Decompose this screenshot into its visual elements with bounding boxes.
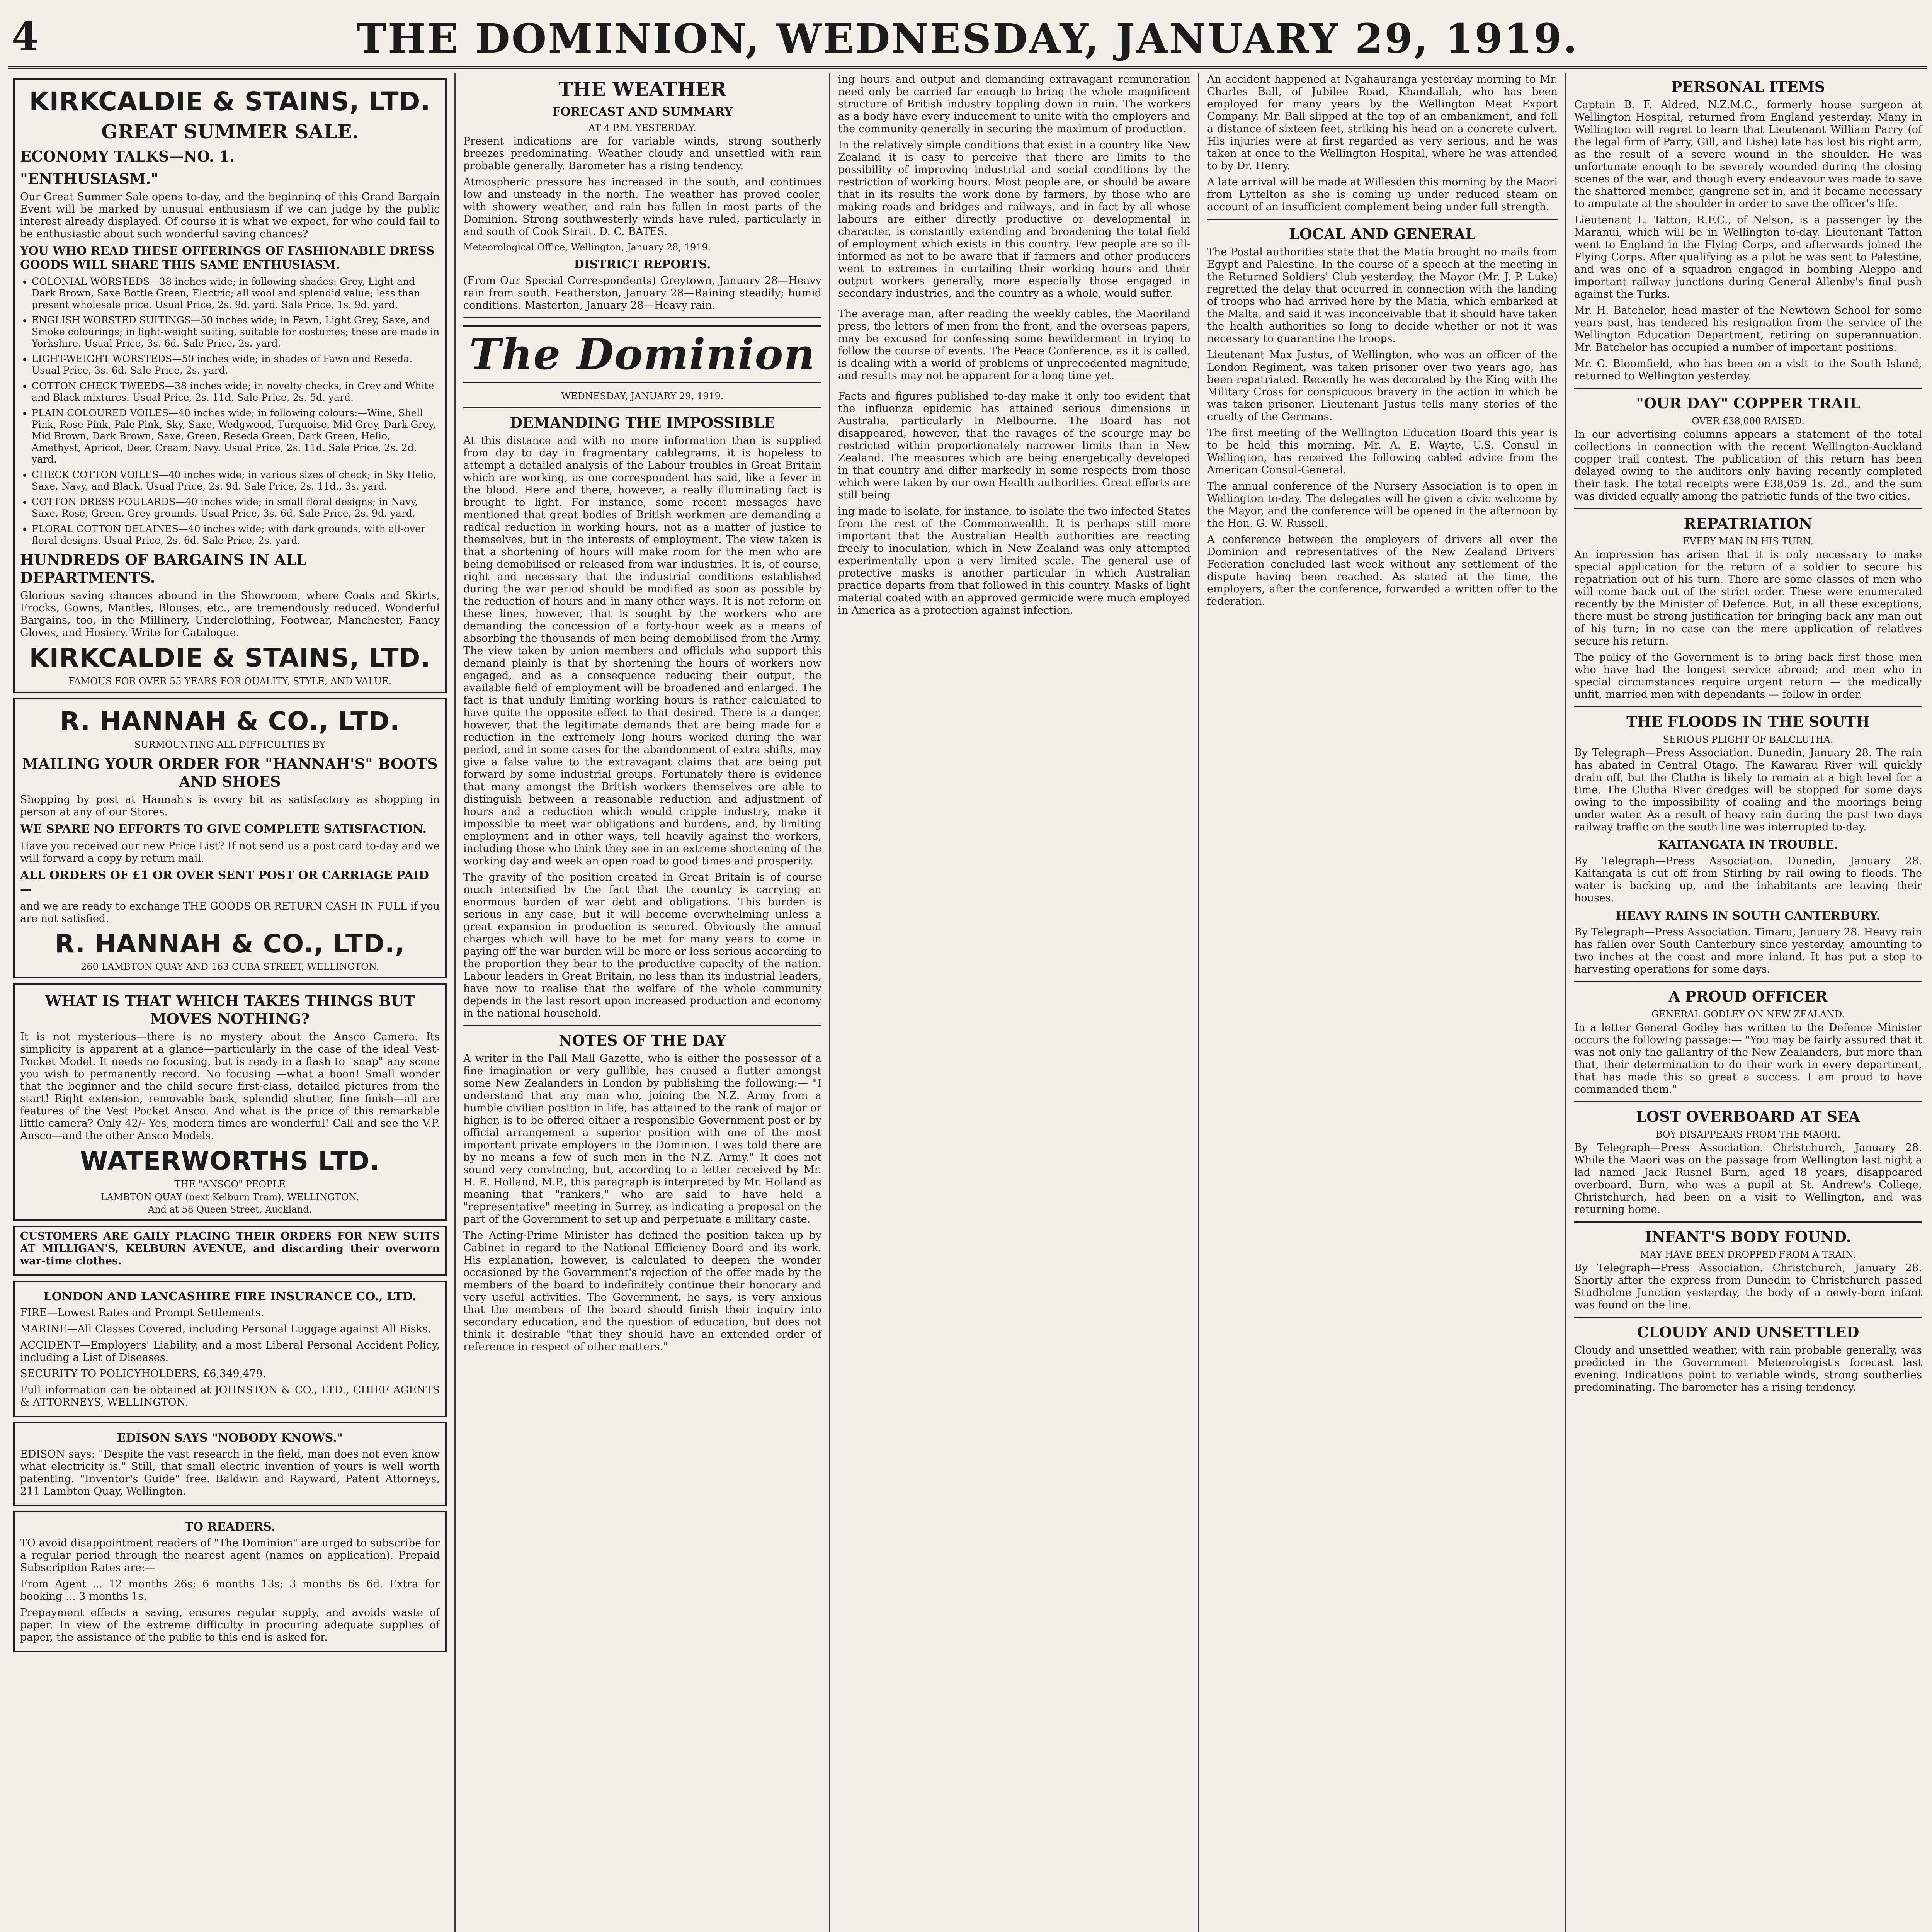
ad-text: Have you received our new Price List? If not send us a post card to-day and we will forward a copy by return mail.: [20, 840, 440, 864]
divider: [463, 1025, 821, 1026]
article-text: In our advertising columns appears a statement of the total collections in connection with the recent Wellington-Auckland copper trail contest. The publication of this return has been delayed owing to the auditors only having recently completed their task. The total receipts were £38,059 1s. 2d., and the sum was divided equally among the patriotic funds of the two cities.: [1574, 429, 1922, 502]
advertisements-column: [8, 73, 452, 1932]
ad-item: MARINE—All Classes Covered, including Personal Luggage against All Risks.: [20, 1323, 431, 1335]
article-text: In the relatively simple conditions that exist in a country like New Zealand it is easy to perceive that there are limits to the possibility of improving industrial and social conditions by the restriction of working hours. Most people are, or should be aware that in its results the work done by farmers, by those who are making roads and bridges and railways, and in fact by all whose labours are either directly productive or developmental in character, is constantly extending and broadening the total field of employment which exists in this country. Few people are so ill-informed as not to be aware that if farmers and other producers went to extremes in curtailing their working hours and their output workers generally, more especially those engaged in secondary industries, and the country as a whole, would suffer.: [838, 139, 1190, 299]
section-subheading: FORECAST AND SUMMARY: [552, 105, 733, 119]
notice-rates: From Agent ... 12 months 26s; 6 months 13s; 3 months 6s 6d. Extra for booking ... 3 months 1s.: [20, 1578, 440, 1602]
ad-address: And at 58 Queen Street, Auckland.: [148, 1204, 312, 1215]
section-heading: THE WEATHER: [558, 78, 726, 100]
section-subheading: SERIOUS PLIGHT OF BALCLUTHA.: [1663, 734, 1833, 745]
divider: [1574, 1221, 1922, 1223]
article-text: Captain B. F. Aldred, N.Z.M.C., formerly house surgeon at Wellington Hospital, returned from England yesterday. Many in Wellington will regret to learn that Lieutenant William Parry (of the legal firm of Parry, Gill, and Lishe) late has lost his right arm, as the result of a severe wound in the shoulder. He was unfortunate enough to be severely wounded during the closing scenes of the war, and though every endeavour was made to save the shattered member, gangrene set in, and it became necessary to amputate at the shoulder in order to save the officer's life.: [1574, 99, 1922, 210]
ad-heading: EDISON SAYS "NOBODY KNOWS.": [117, 1431, 343, 1445]
ad-text: Shopping by post at Hannah's is every bit as satisfactory as shopping in person at any of our Stores.: [20, 794, 440, 818]
divider: [463, 317, 821, 318]
column-rule: [1198, 73, 1199, 1932]
article-text: At this distance and with no more information than is supplied from day to day in fragmentary cablegrams, it is hopeless to attempt a detailed analysis of the Labour troubles in Great Britain which are working, as one correspondent has said, like a fever in the blood. Here and there, however, a really illuminating fact is brought to light. For instance, some recent messages have mentioned that great bodies of British workmen are demanding a radical reduction in working hours, not as a matter of justice to themselves, but in the interests of employment. The view taken is that a shortening of hours will make room for the men who are being demobilised or released from war industries. It is, of course, right and necessary that the industrial conditions established during the war period should be modified as soon as possible by the reduction of hours and in many other ways. It is not reform on these lines, however, that is sought by the workers who are demanding the concession of a forty-hour week as a means of absorbing the thousands of men being demobilised from the Army. The view taken by union members and officials who support this demand plainly is that by shortening the hours of workers now engaged, and as a consequence reducing their output, the available field of employment will be broadened and enlarged. The fact is that unduly limiting working hours is rather calculated to have quite the opposite effect to that desired. There is a danger, however, that the legitimate demands that are being made for a reduction in the extremely long hours worked during the war period, and in some cases for the abandonment of extra shifts, may give a false value to the extravagant claims that are being put forward by some industrial groups. Fortunately there is evidence that many amongst the British workers themselves are able to distinguish between a reasonable reduction and adjustment of hours and a reduction which would cripple industry, make it impossible to meet war obligations and burdens, and, by limiting employment and in other ways, tell heavily against the workers, including those who think they see in an extreme shortening of the working day and week an open road to good times and prosperity.: [463, 435, 821, 867]
ad-subtitle: GREAT SUMMER SALE.: [101, 120, 359, 143]
article-text: By Telegraph—Press Association. Christchurch, January 28. Shortly after the express from Dunedin to Christchurch passed Studholme Junction yesterday, the body of a newly-born infant was found on the line.: [1574, 1262, 1922, 1311]
article-text: Cloudy and unsettled weather, with rain probable generally, was predicted in the Government Meteorologist's forecast last evening. Indications point to variable winds, strong southerlies predominating. The barometer has a rising tendency.: [1574, 1344, 1922, 1393]
editorial-column: [458, 73, 827, 1932]
ad-title: KIRKCALDIE & STAINS, LTD.: [29, 643, 431, 673]
article-text: By Telegraph—Press Association. Dunedin, January 28. Kaitangata is cut off from Stirling by rail owing to floods. The water is backing up, and the inhabitants are leaving their houses.: [1574, 855, 1922, 904]
ad-text: and we are ready to exchange THE GOODS OR RETURN CASH IN FULL if you are not satisfied.: [20, 900, 440, 925]
article-text: Lieutenant Max Justus, of Wellington, who was an officer of the London Regiment, was taken prisoner over two years ago, has been repatriated. Recently he was decorated by the King with the Military Cross for conspicuous bravery in the action in which he was taken prisoner. Lieutenant Justus tells many stories of the cruelty of the Germans.: [1207, 349, 1558, 423]
ad-text: CUSTOMERS ARE GAILY PLACING THEIR ORDERS FOR NEW SUITS AT MILLIGAN'S, KELBURN AVENUE, and discarding their overworn war-time clothes.: [20, 1230, 440, 1267]
article-text: The Acting-Prime Minister has defined the position taken up by Cabinet in regard to the National Efficiency Board and its work. His explanation, however, is calculated to deepen the wonder occasioned by the Government's rejection of the offer made by the members of the board to indefinitely continue their honorary and very useful activities. The Government, he says, is very anxious that the members of the board should finish their inquiry into secondary education, and the question of education, but does not think it desirable "that they should have an extended order of reference in respect of other matters.": [463, 1230, 821, 1353]
section-subheading: HEAVY RAINS IN SOUTH CANTERBURY.: [1616, 909, 1881, 923]
article-text: The Postal authorities state that the Matia brought no mails from Egypt and Palestine. In the course of a speech at the meeting in the Returned Soldiers' Club yesterday, the Mayor (Mr. J. P. Luke) regretted the delay that occurred in connection with the landing of troops who had arrived here by the Matia, which embarked at the Malta, and said it was inconceivable that it should have taken the health authorities so long to decide whether or not it was necessary to quarantine the troops.: [1207, 246, 1558, 345]
section-heading: INFANT'S BODY FOUND.: [1645, 1228, 1852, 1245]
article-text: Lieutenant L. Tatton, R.F.C., of Nelson, is a passenger by the Maranui, which will be in Wellington to-day. Lieutenant Tatton went to England in the Flying Corps, and afterwards joined the Flying Corps. After qualifying as a pilot he was sent to Palestine, and was one of a squadron engaged in bombing Aleppo and important railway junctions during General Allenby's final push against the Turks.: [1574, 214, 1922, 300]
sale-item: • COTTON DRESS FOULARDS—40 inches wide; in small floral designs; in Navy, Saxe, Rose, Green, Grey grounds. Usual Price, 3s. 6d. Sale Price, 2s. 9d. yard.: [32, 496, 440, 519]
ad-text: Glorious saving chances abound in the Showroom, where Coats and Skirts, Frocks, Gowns, Mantles, Blouses, etc., are tremendously reduced. Wonderful Bargains, too, in the Millinery, Underclothing, Footwear, Manchester, Fancy Gloves, and Hosiery. Write for Catalogue.: [20, 590, 440, 639]
article-text: Mr. H. Batchelor, head master of the Newtown School for some years past, has tendered his resignation from the service of the Wellington Education Department, retiring on superannuation. Mr. Batchelor has occupied a number of important positions.: [1574, 304, 1922, 354]
ad-heading: WHAT IS THAT WHICH TAKES THINGS BUT MOVES NOTHING?: [45, 992, 415, 1027]
section-subheading: MAY HAVE BEEN DROPPED FROM A TRAIN.: [1640, 1249, 1856, 1260]
ad-title: LONDON AND LANCASHIRE FIRE INSURANCE CO., LTD.: [43, 1290, 417, 1303]
article-text: The policy of the Government is to bring back first those men who have had the longest service abroad; and men who in special circumstances require urgent return — the medically unfit, married men with dependants — follow in order.: [1574, 651, 1922, 701]
personal-column: [1569, 73, 1927, 1932]
section-heading: LOST OVERBOARD AT SEA: [1636, 1108, 1860, 1125]
article-text: A writer in the Pall Mall Gazette, who is either the possessor of a fine imagination or very gullible, has caused a flutter amongst some New Zealanders in London by publishing the following:— "I understand that any man who, joining the N.Z. Army from a humble civilian position in life, has attained to the rank of major or higher, is to be offered either a responsible Government post or by official arrangement a superior position with one of the most important private employers in the Dominion. I was told there are by no means a few of such men in the N.Z. Army." It does not sound very convincing, but, according to a letter received by Mr. H. E. Holland, M.P., this paragraph is interpreted by Mr. Holland as meaning that "rankers," who are said to have held a "representative" meeting in Surrey, as indicating a proposal on the part of the Government to set up and perpetuate a military caste.: [463, 1053, 821, 1225]
ad-lead: YOU WHO READ THESE OFFERINGS OF FASHIONABLE DRESS GOODS WILL SHARE THIS SAME ENTHUSIASM.: [20, 244, 435, 272]
ad-text: Our Great Summer Sale opens to-day, and the beginning of this Grand Bargain Event will be marked by unusual enthusiasm if we can judge by the public interest already displayed. Of course it is what we expect, for who could fail to be enthusiastic about such wonderful saving chances?: [20, 191, 440, 240]
ad-tagline: FAMOUS FOR OVER 55 YEARS FOR QUALITY, STYLE, AND VALUE.: [68, 676, 392, 687]
local-news-column: [1202, 73, 1563, 1932]
page-number: 4: [12, 14, 39, 59]
ad-item: FIRE—Lowest Rates and Prompt Settlements.: [20, 1307, 264, 1319]
section-heading: "OUR DAY" COPPER TRAIL: [1636, 395, 1860, 412]
sale-item-list: [20, 276, 440, 546]
insurance-ad: [13, 1281, 447, 1417]
divider: [1574, 388, 1922, 389]
article-text: The first meeting of the Wellington Education Board this year is to be held this morning. Mr. A. E. Wayte, U.S. Consul in Wellington, has received the following cabled advice from the American Consul-General.: [1207, 427, 1558, 476]
article-text: In a letter General Godley has written to the Defence Minister occurs the following passage:— "You may be fairly assured that it was not only the gallantry of the New Zealanders, but more than that, their determination to do their work in every department, that has made this so great a success. I am proud to have commanded them.": [1574, 1022, 1922, 1095]
ad-text: EDISON says: "Despite the vast research in the field, man does not even know what electricity is." Still, that small electric invention of yours is well worth patenting. "Inventor's Guide" free. Baldwin and Rayward, Patent Attorneys, 211 Lambton Quay, Wellington.: [20, 1448, 440, 1497]
article-text: Facts and figures published to-day make it only too evident that the influenza epidemic has attained serious dimensions in Australia, particularly in Melbourne. The Board has not disappeared, however, that the ravages of the scourge may be restricted within proportionately narrower limits than in New Zealand. The measures which are being energetically developed in that country and differ markedly in some respects from those which were taken by our own Health authorities. Great efforts are still being: [838, 390, 1190, 501]
news-column: [833, 73, 1196, 1932]
article-text: An accident happened at Ngahauranga yesterday morning to Mr. Charles Ball, of Jubilee Road, Khandallah, who has been employed for many years by the Wellington Meat Export Company. Mr. Ball slipped at the top of an embankment, and fell a distance of sixteen feet, striking his head on a concrete culvert. His injuries were at first regarded as very serious, and he was taken at once to the Wellington Hospital, where he was attended to by Dr. Henry.: [1207, 73, 1558, 172]
kirkcaldie-ad: [13, 78, 447, 693]
ad-address: LAMBTON QUAY (next Kelburn Tram), WELLINGTON.: [100, 1192, 359, 1202]
sale-item: • COLONIAL WORSTEDS—38 inches wide; in following shades: Grey, Light and Dark Brown, Saxe Bottle Green, Electric; all wool and splendid value; less than present wholesale price. Usual Price, 2s. 9d. yard. Sale Price, 1s. 9d. yard.: [32, 276, 440, 311]
divider: [1207, 219, 1558, 220]
column-rule: [1565, 73, 1566, 1932]
ad-heading: MAILING YOUR ORDER FOR "HANNAH'S" BOOTS AND SHOES: [22, 755, 438, 790]
ansco-ad: [13, 983, 447, 1221]
section-heading: THE FLOODS IN THE SOUTH: [1626, 713, 1870, 730]
divider: [1574, 1101, 1922, 1102]
ad-text: Full information can be obtained at JOHNSTON & CO., LTD., CHIEF AGENTS & ATTORNEYS, WELLINGTON.: [20, 1384, 440, 1408]
divider: [1574, 1317, 1922, 1318]
section-heading: LOCAL AND GENERAL: [1289, 225, 1476, 243]
ad-title: R. HANNAH & CO., LTD.,: [54, 929, 405, 959]
article-text: The gravity of the position created in Great Britain is of course much intensified by the fact that the country is carrying an enormous burden of war debt and obligations. This burden is serious in any case, but it will become overwhelming unless a great expansion in production is secured. Obviously the annual charges which will have to be met for many years to come in paying off the war burden will be more or less serious according to the proportion they bear to the productive capacity of the nation. Labour leaders in Great Britain, no less than its industrial leaders, have now to realise that the welfare of the whole community depends in the last resort upon increased production and economy in the national household.: [463, 871, 821, 1019]
masthead: [8, 8, 1927, 69]
section-subheading: GENERAL GODLEY ON NEW ZEALAND.: [1651, 1009, 1845, 1020]
ad-subtitle: SURMOUNTING ALL DIFFICULTIES BY: [134, 739, 326, 750]
article-text: Mr. G. Bloomfield, who has been on a visit to the South Island, returned to Wellington yesterday.: [1574, 358, 1922, 382]
section-heading: PERSONAL ITEMS: [1671, 78, 1825, 95]
forecast-time: AT 4 P.M. YESTERDAY.: [588, 122, 696, 133]
article-text: The average man, after reading the weekly cables, the Maoriland press, the letters of men from the front, and the overseas papers, may be excused for confessing some bewilderment in trying to follow the course of events. The Peace Conference, as it is called, is dealing with a world of problems of unprecedented magnitude, and results may not be apparent for a long time yet.: [838, 308, 1190, 382]
notice-heading: TO READERS.: [184, 1520, 276, 1534]
page-title: THE DOMINION, WEDNESDAY, JANUARY 29, 1919.: [356, 15, 1579, 62]
notice-text: TO avoid disappointment readers of "The Dominion" are urged to subscribe for a regular period through the nearest agent (names on application). Prepaid Subscription Rates are:—: [20, 1537, 440, 1574]
ad-title: WATERWORTHS LTD.: [80, 1146, 380, 1176]
article-text: A late arrival will be made at Willesden this morning by the Maori from Lyttelton as she is coming up under reduced steam on account of an insufficient complement being under full strength.: [1207, 176, 1558, 213]
newspaper-nameplate: The Dominion: [463, 325, 821, 383]
ad-heading: HUNDREDS OF BARGAINS IN ALL DEPARTMENTS.: [20, 551, 307, 586]
article-text: The annual conference of the Nursery Association is to open in Wellington to-day. The delegates will be given a civic welcome by the Mayor, and the conference will be opened in the afternoon by the Hon. G. W. Russell.: [1207, 480, 1558, 529]
divider: [1574, 508, 1922, 509]
divider: [1574, 981, 1922, 982]
ad-heading: ECONOMY TALKS—NO. 1.: [20, 148, 235, 165]
article-text: ing hours and output and demanding extravagant remuneration need only be carried far enough to bring the whole magnificent structure of British industry toppling down in ruin. The workers as a body have every inducement to unite with the employers and the community generally in securing the maximum of production.: [838, 73, 1190, 135]
column-rule: [454, 73, 456, 1932]
ad-address: 260 LAMBTON QUAY AND 163 CUBA STREET, WELLINGTON.: [81, 961, 379, 972]
ad-title: KIRKCALDIE & STAINS, LTD.: [29, 87, 431, 116]
section-heading: CLOUDY AND UNSETTLED: [1637, 1323, 1859, 1341]
article-text: Present indications are for variable winds, strong southerly breezes predominating. Weather cloudy and unsettled with rain probable generally. Barometer has a rising tendency.: [463, 135, 821, 172]
section-subheading: DISTRICT REPORTS.: [574, 258, 711, 271]
article-text: Meteorological Office, Wellington, January 28, 1919.: [463, 242, 711, 253]
ad-text: It is not mysterious—there is no mystery about the Ansco Camera. Its simplicity is apparent at a glance—particularly in the case of the ideal Vest-Pocket Model. It needs no focusing, but is ready in a flash to "snap" any scene you wish to permanently record. No focusing —what a boon! Small wonder that the beginner and the child secure first-class, detailed pictures from the start! Right extension, removable back, splendid shutter, fine finish—all are features of the Vest Pocket Ansco. And what is the price of this remarkable little camera? Only 42/- Yes, modern times are wonderful! Call and see the V.P. Ansco—and the other Ansco Models.: [20, 1031, 440, 1142]
milligan-ad: [13, 1226, 447, 1276]
nameplate-date: WEDNESDAY, JANUARY 29, 1919.: [561, 391, 724, 401]
sale-item: • PLAIN COLOURED VOILES—40 inches wide; in following colours:—Wine, Shell Pink, Rose Pink, Pale Pink, Sky, Saxe, Wedgwood, Turquoise, Mid Grey, Dark Grey, Mid Brown, Dark Brown, Saxe, Green, Reseda Green, Dark Green, Helio, Amethyst, Apricot, Deer, Cream, Navy. Usual Price, 2s. 11d. Sale Price, 2s. 2d. yard.: [32, 407, 440, 465]
ad-lead: WE SPARE NO EFFORTS TO GIVE COMPLETE SATISFACTION.: [20, 822, 427, 836]
sale-item: • LIGHT-WEIGHT WORSTEDS—50 inches wide; in shades of Fawn and Reseda. Usual Price, 3s. 6d. Sale Price, 2s. yard.: [32, 353, 440, 376]
readers-notice: [13, 1511, 447, 1652]
section-subheading: KAITANGATA IN TROUBLE.: [1658, 838, 1838, 852]
sale-item: • ENGLISH WORSTED SUITINGS—50 inches wide; in Fawn, Light Grey, Saxe, and Smoke colourings; in light-weight suiting, suitable for costumes; these are made in Yorkshire. Usual Price, 3s. 6d. Sale Price, 2s. yard.: [32, 315, 440, 349]
article-text: By Telegraph—Press Association. Christchurch, January 28. While the Maori was on the passage from Wellington last night a lad named Jack Rusnel Burn, aged 18 years, disappeared overboard. Burn, who was a pupil at St. Andrew's College, Christchurch, had been on a visit to Wellington, and was returning home.: [1574, 1142, 1922, 1216]
article-text: A conference between the employers of drivers all over the Dominion and representatives of the New Zealand Drivers' Federation concluded last week without any settlement of the dispute having been reached. As stated at the time, the employers, after the conference, forwarded a written offer to the federation.: [1207, 534, 1558, 607]
section-subheading: OVER £38,000 RAISED.: [1692, 416, 1804, 427]
article-text: By Telegraph—Press Association. Dunedin, January 28. The rain has abated in Central Otago. The Kawarau River will quickly drain off, but the Clutha is likely to remain at a high level for a time. The Clutha River dredges will be stopped for some days owing to the impossibility of coaling and the moorings being under water. As a result of heavy rain during the past two days railway traffic on the south line was interrupted to-day.: [1574, 747, 1922, 833]
ad-subtitle: THE "ANSCO" PEOPLE: [174, 1179, 286, 1190]
hannah-ad: [13, 698, 447, 978]
article-text: Atmospheric pressure has increased in the south, and continues low and unsteady in the north. The weather has proved cooler, with showery weather, and rain has fallen in most parts of the Dominion. Strong southwesterly winds have ruled, particularly in and south of Cook Strait. D. C. BATES.: [463, 176, 821, 238]
notice-text: Prepayment effects a saving, ensures regular supply, and avoids waste of paper. In view of the extreme difficulty in procuring adequate supplies of paper, the assistance of the public to this end is asked for.: [20, 1607, 440, 1643]
sale-item: • CHECK COTTON VOILES—40 inches wide; in various sizes of check; in Sky Helio, Saxe, Navy, and Black. Usual Price, 2s. 9d. Sale Price, 2s. 11d., 3s. yard.: [32, 469, 440, 492]
article-text: An impression has arisen that it is only necessary to make special application for the return of a soldier to secure his repatriation out of his turn. There are some classes of men who will come back out of the strict order. These were enumerated recently by the Minister of Defence. But, in all these exceptions, there must be strong justification for bringing back any man out of his turn; in no case can the mere application of relatives secure his return.: [1574, 549, 1922, 647]
article-text: ing made to isolate, for instance, to isolate the two infected States from the rest of the Commonwealth. It is perhaps still more important that the Australian Health authorities are reacting freely to inoculation, which in New Zealand was only attempted experimentally upon a very limited scale. The general use of protective masks is another particular in which Australian practice departs from that followed in this country. Masks of light material coated with an approved germicide were much employed in America as a protection against infection.: [838, 505, 1190, 616]
ad-title: R. HANNAH & CO., LTD.: [60, 706, 400, 736]
sale-item: • FLORAL COTTON DELAINES—40 inches wide; with dark grounds, with all-over floral designs. Usual Price, 2s. 6d. Sale Price, 2s. yard.: [32, 523, 440, 546]
divider: [1574, 706, 1922, 707]
ad-item: ACCIDENT—Employers' Liability, and a most Liberal Personal Accident Policy, including a List of Diseases.: [20, 1339, 440, 1364]
article-text: (From Our Special Correspondents) Greytown, January 28—Heavy rain from south. Featherston, January 28—Raining steadily; humid conditions. Masterton, January 28—Heavy rain.: [463, 275, 821, 311]
article-text: By Telegraph—Press Association. Timaru, January 28. Heavy rain has fallen over South Canterbury since yesterday, amounting to two inches at the coast and more inland. It has put a stop to harvesting operations for some days.: [1574, 926, 1922, 975]
editorial-heading: DEMANDING THE IMPOSSIBLE: [510, 414, 775, 431]
section-heading: A PROUD OFFICER: [1668, 988, 1828, 1005]
ad-item: SECURITY TO POLICYHOLDERS, £6,349,479.: [20, 1368, 266, 1380]
section-heading: NOTES OF THE DAY: [558, 1032, 726, 1049]
edison-ad: [13, 1422, 447, 1506]
column-rule: [829, 73, 830, 1932]
sale-item: • COTTON CHECK TWEEDS—38 inches wide; in novelty checks, in Grey and White and Black mixtures. Usual Price, 2s. 11d. Sale Price, 2s. 5d. yard.: [32, 380, 440, 403]
divider: [463, 407, 821, 408]
ad-heading: "ENTHUSIASM.": [20, 170, 159, 187]
section-subheading: EVERY MAN IN HIS TURN.: [1683, 536, 1813, 547]
section-subheading: BOY DISAPPEARS FROM THE MAORI.: [1655, 1129, 1841, 1140]
section-heading: REPATRIATION: [1684, 515, 1813, 532]
ad-lead: ALL ORDERS OF £1 OR OVER SENT POST OR CARRIAGE PAID—: [20, 869, 429, 896]
